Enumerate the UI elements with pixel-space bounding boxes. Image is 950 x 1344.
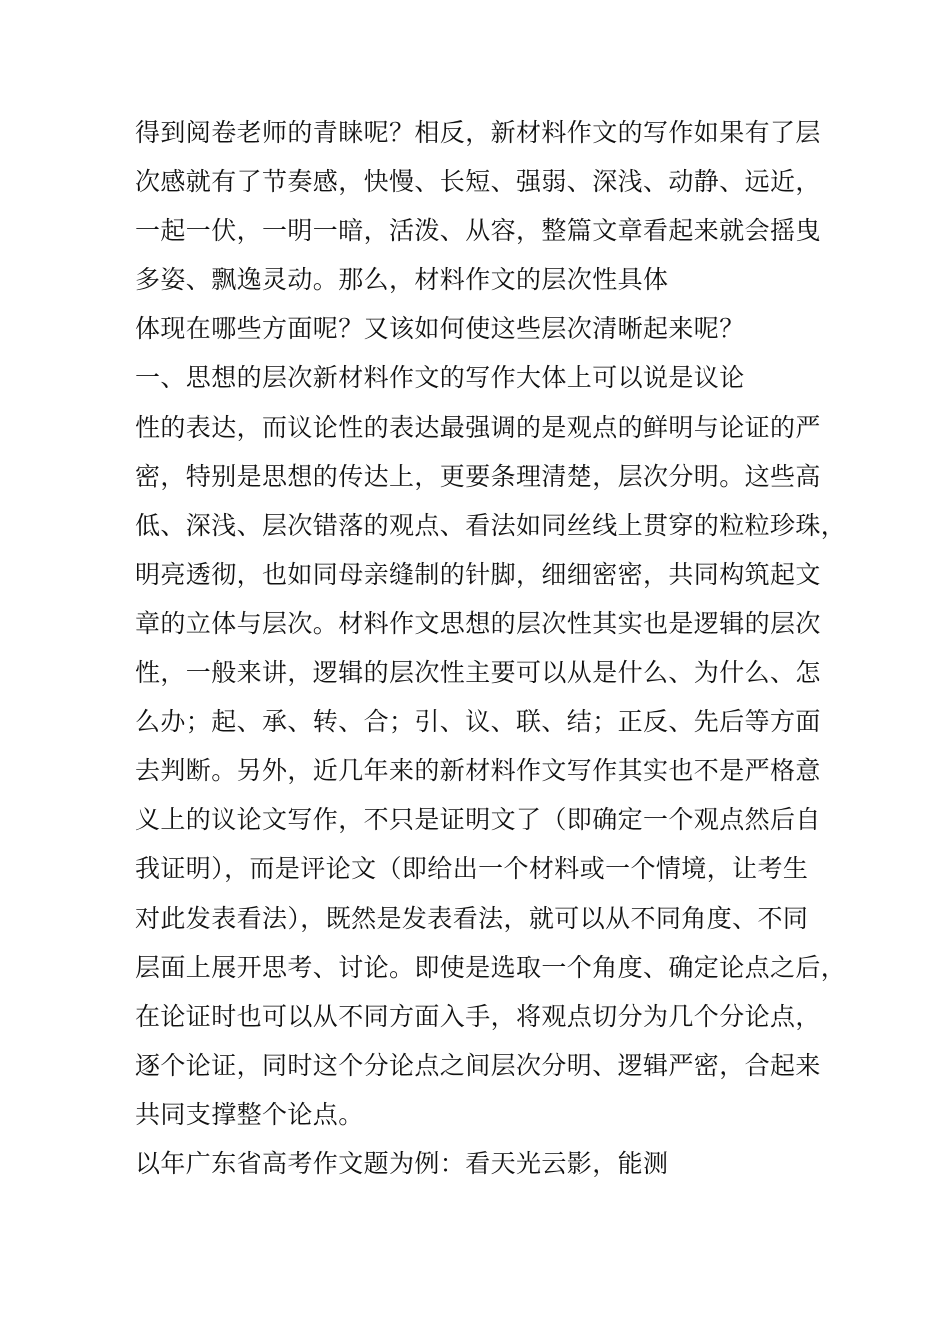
text-line: 密，特别是思想的传达上，更要条理清楚，层次分明。这些高: [135, 461, 821, 491]
text-line: 性，一般来讲，逻辑的层次性主要可以从是什么、为什么、怎: [135, 658, 821, 688]
text-line: 低、深浅、层次错落的观点、看法如同丝线上贯穿的粒粒珍珠，: [135, 510, 847, 540]
text-line: 明亮透彻，也如同母亲缝制的针脚，细细密密，共同构筑起文: [135, 559, 821, 589]
text-line: 得到阅卷老师的青睐呢？相反，新材料作文的写作如果有了层: [135, 118, 821, 147]
text-line: 体现在哪些方面呢？又该如何使这些层次清晰起来呢？: [135, 314, 745, 344]
text-line: 章的立体与层次。材料作文思想的层次性其实也是逻辑的层次: [135, 608, 821, 638]
text-line: 一起一伏，一明一暗，活泼、从容，整篇文章看起来就会摇曳: [135, 216, 821, 246]
text-line: 多姿、飘逸灵动。那么，材料作文的层次性具体: [135, 265, 669, 295]
text-line: 去判断。另外，近几年来的新材料作文写作其实也不是严格意: [135, 756, 821, 786]
text-line: 义上的议论文写作，不只是证明文了（即确定一个观点然后自: [135, 805, 821, 835]
text-line: 么办；起、承、转、合；引、议、联、结；正反、先后等方面: [135, 707, 821, 737]
text-line: 层面上展开思考、讨论。即使是选取一个角度、确定论点之后，: [135, 952, 847, 982]
text-line: 在论证时也可以从不同方面入手，将观点切分为几个分论点，: [135, 1001, 821, 1031]
text-line: 以年广东省高考作文题为例：看天光云影，能测: [135, 1148, 669, 1178]
text-line: 我证明），而是评论文（即给出一个材料或一个情境，让考生: [135, 854, 809, 884]
text-line: 逐个论证，同时这个分论点之间层次分明、逻辑严密，合起来: [135, 1050, 821, 1080]
body-text: [135, 108, 855, 1188]
text-line: 共同支撑整个论点。: [135, 1099, 364, 1129]
text-line: 性的表达，而议论性的表达最强调的是观点的鲜明与论证的严: [135, 412, 821, 442]
text-line: 次感就有了节奏感，快慢、长短、强弱、深浅、动静、远近，: [135, 167, 821, 197]
section-heading-line: 一、思想的层次新材料作文的写作大体上可以说是议论: [135, 363, 745, 393]
text-line: 对此发表看法），既然是发表看法，就可以从不同角度、不同: [135, 903, 809, 933]
